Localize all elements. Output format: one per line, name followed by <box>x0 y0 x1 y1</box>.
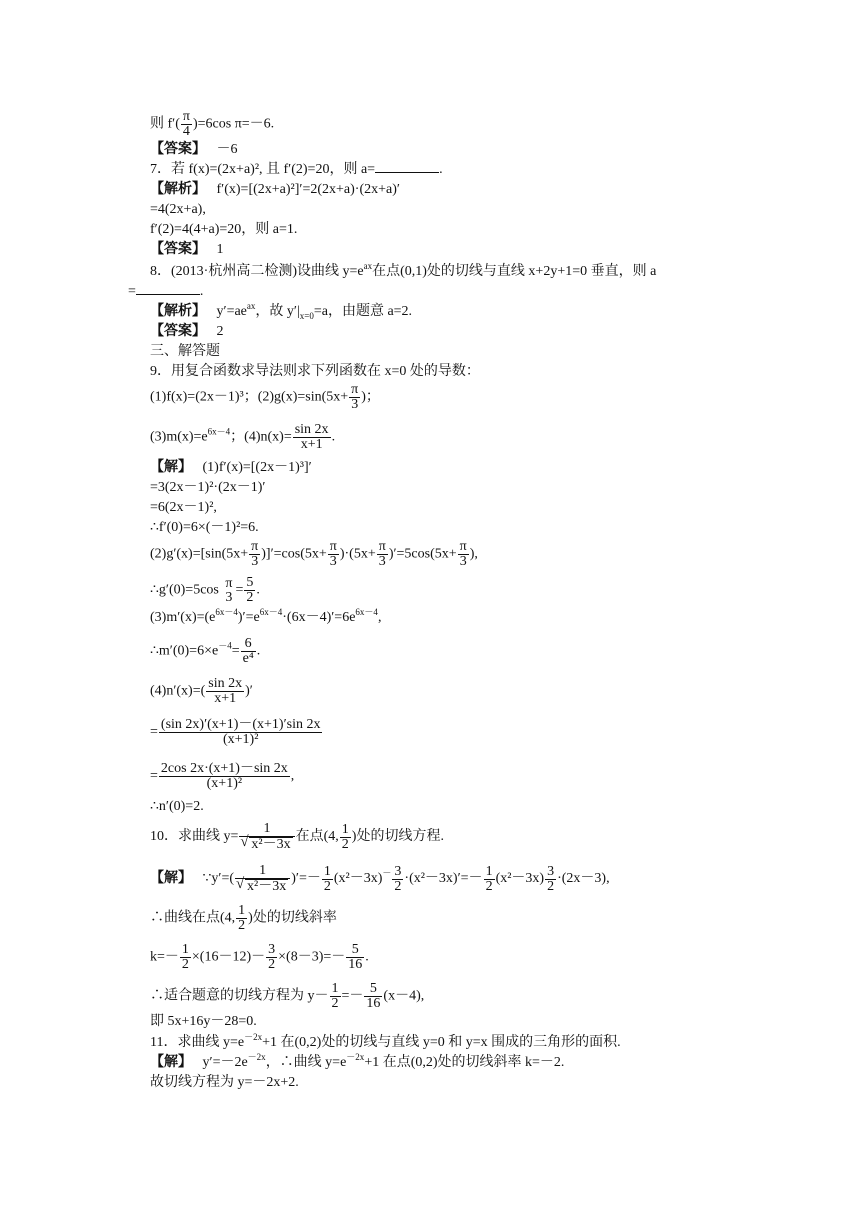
answer-tag: 【答案】 <box>150 242 206 257</box>
fraction: $\frac{2\cos 2x\cdot(x+1)-\sin 2x}{\text{(x+1)²}}$ <box>160 761 288 791</box>
radical: √ x²－3x <box>249 837 292 852</box>
analysis-tag: 【解析】 <box>150 304 206 319</box>
fraction: $\frac{1}{2}$ <box>323 863 331 894</box>
text: ∴m′(0)=6×e <box>150 643 219 659</box>
text: ∴g′(0)=5cos <box>150 582 219 598</box>
solution-tag: 【解】 <box>150 1055 192 1070</box>
text: . <box>365 949 369 965</box>
text-line <box>150 498 217 518</box>
fraction: $\frac{5}{2}$ <box>246 575 254 605</box>
text: (1)f′(x)=[(2x－1)³]′ <box>202 460 312 475</box>
text: ∴适合题意的切线方程为 y－ <box>150 988 329 1004</box>
text: )]′=cos(5x+ <box>261 546 327 562</box>
text-line <box>150 608 381 628</box>
text: (4)n′(x)=( <box>150 683 206 699</box>
text: = <box>128 284 136 299</box>
text: ∵y′=( <box>202 871 235 887</box>
fraction: $\frac{1}{2}$ <box>485 863 493 894</box>
question-10 <box>150 822 444 852</box>
fraction: $\frac{\pi}{3}$ <box>378 539 386 569</box>
fraction: $\frac{(\sin 2x)'(x+1)-(x+1)'\sin 2x}{\text{(x+1)²}}$ <box>160 717 321 747</box>
text: f′(2)=4(4+a)=20，则 a=1. <box>150 222 298 237</box>
superscript: ax <box>363 261 373 271</box>
fraction: $\frac{\pi}{3}$ <box>329 539 337 569</box>
text: (1)f(x)=(2x－1)³；(2)g(x)=sin(5x+ <box>150 389 349 405</box>
text: ∴曲线在点(4, <box>150 910 236 926</box>
answer-value: －6 <box>216 142 238 157</box>
question-8 <box>150 262 656 282</box>
text: , <box>377 610 382 625</box>
solution-line <box>150 864 610 894</box>
fraction: $\frac{1}{2}$ <box>181 942 189 972</box>
fraction: $\frac{\sin 2x}{x+1}$ <box>294 422 329 452</box>
question-7 <box>150 160 443 180</box>
text-line <box>150 904 337 933</box>
text: =－ <box>341 988 364 1004</box>
text-line <box>150 540 478 569</box>
text: . <box>331 429 336 445</box>
superscript: ax <box>246 301 256 311</box>
answer-blank <box>136 282 200 295</box>
fraction: $\frac{3}{2}$ <box>547 863 555 894</box>
text: )=6cos π=－6. <box>192 116 275 132</box>
text-line <box>128 282 203 302</box>
superscript: 6x－4 <box>259 607 283 617</box>
text: . <box>199 284 204 299</box>
fraction: $\frac{\pi}{4}$ <box>182 109 190 139</box>
answer-tag: 【答案】 <box>150 142 206 157</box>
question-text: 7．若 f(x)=(2x+a)², 且 f′(2)=20，则 a= <box>150 162 376 177</box>
text: +1 在点(0,2)处的切线斜率 k=－2. <box>364 1055 565 1070</box>
answer-blank <box>375 160 439 173</box>
text: y′=－2e <box>202 1055 248 1070</box>
text-line <box>150 220 297 240</box>
subscript: x=0 <box>299 311 314 321</box>
text: 8．(2013·杭州高二检测)设曲线 y=e <box>150 264 364 279</box>
text-line: = $\frac{2\cos 2x\cdot(x+1)-\sin 2x}{\text{(x+1)²}}$ , <box>150 761 295 791</box>
text: (x²－3x) <box>333 871 383 887</box>
text: (x²－3x) <box>495 871 545 887</box>
fraction: $\frac{1}{2}$ <box>331 981 339 1011</box>
superscript: 6x－4 <box>215 607 238 617</box>
answer-value: 1 <box>216 242 224 257</box>
answer-tag: 【答案】 <box>150 324 206 339</box>
text-line <box>150 637 260 666</box>
superscript: －2x <box>247 1052 266 1062</box>
text-line <box>150 1073 299 1093</box>
text: )′ <box>245 683 253 699</box>
text: =－ <box>323 949 346 965</box>
text: 在点(0,1)处的切线与直线 x+2y+1=0 垂直，则 a <box>372 264 657 279</box>
fraction: $\frac{\pi}{3}$ <box>459 539 467 569</box>
solution-line <box>150 458 312 478</box>
text: =6(2x－1)², <box>150 500 217 515</box>
text: 即 5x+16y－28=0. <box>150 1014 257 1029</box>
superscript: －4 <box>218 640 232 651</box>
text: . <box>256 643 261 659</box>
text: = <box>235 582 244 598</box>
text: )·(5x+ <box>339 546 376 562</box>
superscript: － <box>382 868 392 879</box>
text: )′=e <box>237 610 260 625</box>
solution-tag: 【解】 <box>150 871 192 887</box>
radical: √ x²－3x <box>245 879 288 894</box>
analysis-line <box>150 302 412 322</box>
text: － <box>251 949 266 965</box>
text-line <box>150 677 253 706</box>
fraction: 1 √ x²－3x <box>239 822 294 852</box>
text: ×(8－3) <box>278 949 324 965</box>
text: y′=ae <box>216 304 247 319</box>
fraction: 1 √ x²－3x <box>235 864 290 894</box>
text: ·(6x－4)′=6e <box>282 610 356 625</box>
text: )′=5cos(5x+ <box>388 546 457 562</box>
text-line: = $\frac{(\sin 2x)'(x+1)-(x+1)'\sin 2x}{\text{(x+1)²}}$ <box>150 717 321 747</box>
text-line <box>150 200 206 220</box>
text: (x－4), <box>383 988 425 1004</box>
fraction: $\frac{\pi}{3}$ <box>251 539 259 569</box>
section-heading <box>150 342 220 362</box>
text: f′(x)=[(2x+a)²]′=2(2x+a)·(2x+a)′ <box>216 182 400 197</box>
text: (3)m(x)=e <box>150 429 208 445</box>
text: )′=－ <box>291 871 321 887</box>
analysis-line <box>150 180 400 200</box>
text: =3(2x－1)²·(2x－1)′ <box>150 480 266 495</box>
text: 三、解答题 <box>150 344 220 359</box>
text: ×(16－12) <box>191 949 252 965</box>
text: ∴f′(0)=6×(－1)²=6. <box>150 520 259 535</box>
text-line <box>150 518 259 538</box>
text: 在点(4, <box>295 829 339 845</box>
question-11 <box>150 1033 621 1053</box>
text: ，∴曲线 y=e <box>265 1055 347 1070</box>
text-line <box>150 1012 257 1032</box>
text-line <box>150 423 335 452</box>
text: 11．求曲线 y=e <box>150 1035 245 1050</box>
text: 故切线方程为 y=－2x+2. <box>150 1075 299 1090</box>
answer-value: 2 <box>216 324 224 339</box>
analysis-tag: 【解析】 <box>150 182 206 197</box>
text: (2)g′(x)=[sin(5x+ <box>150 546 249 562</box>
text-line <box>150 110 274 139</box>
text: ；(4)n(x)= <box>230 429 292 445</box>
text-line <box>150 797 204 817</box>
text: = <box>231 643 240 659</box>
text: )； <box>361 389 380 405</box>
superscript: 6x－4 <box>207 426 231 437</box>
superscript: 6x－4 <box>355 607 378 617</box>
text: ∴n′(0)=2. <box>150 799 204 814</box>
text: =a，由题意 a=2. <box>313 304 413 319</box>
fraction: $\frac{5}{16}$ <box>366 981 381 1011</box>
text: ，故 y′| <box>255 304 300 319</box>
fraction: $\frac{5}{16}$ <box>348 942 363 972</box>
text: =4(2x+a), <box>150 202 206 217</box>
fraction: $\frac{1}{2}$ <box>238 903 246 933</box>
text-line <box>150 982 424 1011</box>
text: (3)m′(x)=(e <box>150 610 216 625</box>
solution-tag: 【解】 <box>150 460 192 475</box>
fraction: $\frac{3}{2}$ <box>394 863 402 894</box>
fraction: $\frac{\sin 2x}{x+1}$ <box>208 676 243 706</box>
text: . <box>256 582 260 598</box>
text: )处的切线方程. <box>351 829 444 845</box>
fraction: $\frac{\pi}{3}$ <box>351 382 359 412</box>
answer-line <box>150 240 224 260</box>
text: ·(x²－3x)′=－ <box>404 871 483 887</box>
superscript: －2x <box>346 1052 365 1062</box>
text: )处的切线斜率 <box>248 910 337 926</box>
fraction: π 3 <box>225 575 233 605</box>
fraction: $\frac{3}{2}$ <box>268 942 276 972</box>
text: 10．求曲线 y= <box>150 829 239 845</box>
answer-line <box>150 322 224 342</box>
text: k=－ <box>150 949 179 965</box>
text: +1 在(0,2)处的切线与直线 y=0 和 y=x 围成的三角形的面积. <box>262 1035 621 1050</box>
fraction: $\frac{6}{\text{e⁴}}$ <box>242 636 254 666</box>
text: 9．用复合函数求导法则求下列函数在 x=0 处的导数： <box>150 364 480 379</box>
text: 则 f′( <box>150 116 180 132</box>
solution-line <box>150 1053 564 1073</box>
text: . <box>439 162 443 177</box>
superscript: －2x <box>244 1032 263 1042</box>
text: , <box>290 768 295 784</box>
fraction: $\frac{1}{2}$ <box>341 821 349 852</box>
text-line <box>150 383 380 412</box>
answer-line <box>150 140 238 160</box>
text-line <box>150 943 369 972</box>
text-line <box>150 576 260 605</box>
text: ), <box>469 546 478 562</box>
text: ·(2x－3), <box>557 871 610 887</box>
question-9 <box>150 362 480 382</box>
text-line <box>150 478 265 498</box>
